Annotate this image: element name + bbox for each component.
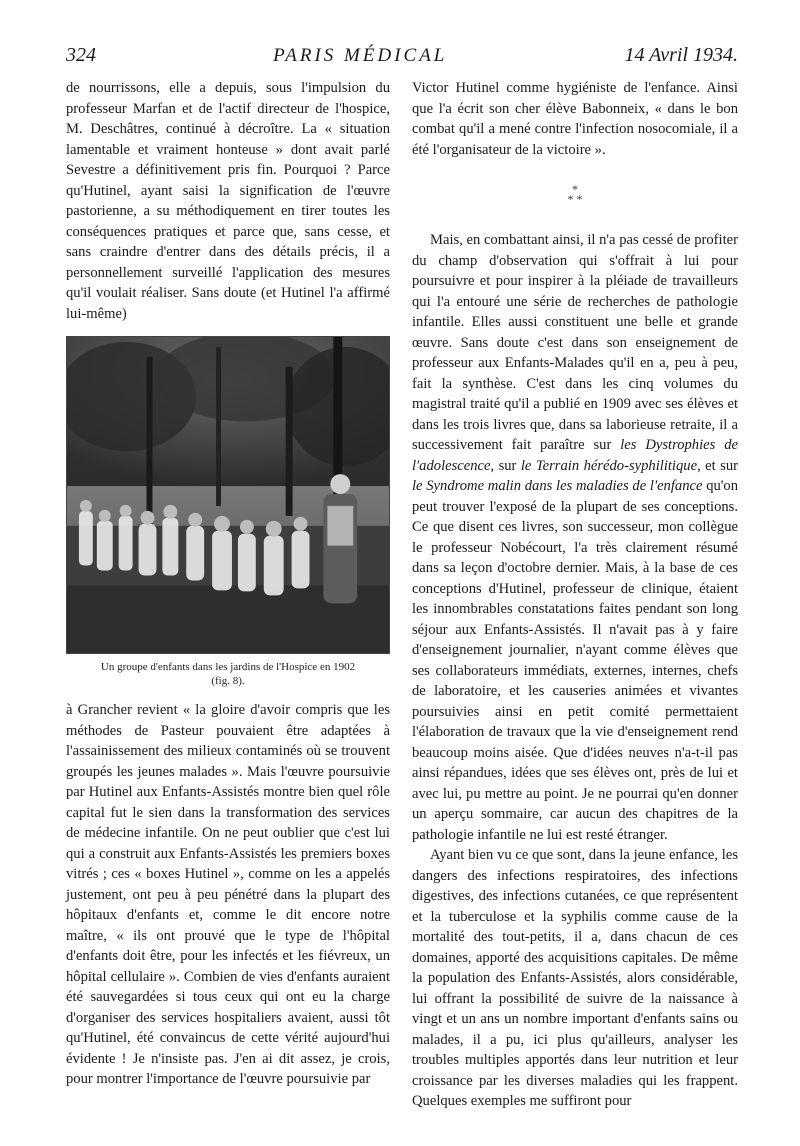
right-paragraph-2-part-c: , et sur (697, 457, 738, 474)
book-title-syndrome: le Syndrome malin dans les maladies de l'enfance (412, 478, 703, 494)
left-paragraph-2: à Grancher revient « la gloire d'avoir compris que les méthodes de Pasteur pouvaient être adaptées à l'assainissement des milieux contaminés où se trouvent groupés les jeunes malades ». Mais l'œuvre poursuivie par Hutinel aux Enfants-Assistés montre bien quel rôle capital fut le sien dans la transformation des services de médecine infantile. On ne peut oublier que c'est lui qui a construit aux Enfants-Assistés les premiers boxes vitrés ; ces « boxes Hutinel », comme on les a appelés justement, ont peu à peu pénétré dans la plupart des hôpitaux d'enfants et, comme le dit encore notre maître, « ils ont prouvé que le type de l'hôpital d'enfants doit être, pour les infectés et les fiévreux, un hôpital cellulaire ». Combien de vies d'enfants auraient été sauvegardées si tous ceux qui ont eu la charge d'organiser des services hospitaliers avaient, aussi tôt qu'Hutinel, été convaincus de cette vérité aujourd'hui évidente ! Je n'insiste pas. J'en ai dit assez, je crois, pour montrer l'importance de l'œuvre poursuivie par (66, 702, 390, 1087)
caption-figure-ref: (fig. 8). (211, 675, 245, 687)
right-column (412, 78, 738, 1112)
book-title-dystrophies: les Dystrophies de l'adolescence (412, 437, 738, 474)
garden-photo-image (66, 336, 390, 654)
right-paragraph-2-part-b: , sur (490, 457, 521, 474)
right-paragraph-2 (412, 230, 738, 845)
journal-title: PARIS MÉDICAL (273, 45, 448, 66)
asterism-bottom: * * (567, 192, 583, 206)
asterism-top: * (572, 182, 578, 196)
right-paragraph-1: Victor Hutinel comme hygiéniste de l'enfance. Ainsi que l'a écrit son cher élève Babonneix, « dans le bon combat qu'il a mené contre l'infection nosocomiale, il a été l'organisateur de la victoire ». (412, 80, 738, 158)
right-paragraph-2-part-d: qu'on peut trouver l'exposé de la plupart de ses conceptions. Ce que disent ces livres, son successeur, mon collègue le professeur Nobécourt, l'a très clairement résumé dans sa leçon d'octobre dernier. Mais, à la base de ces conceptions d'Hutinel, professeur de clinique, étaient les innombrables constatations faites pendant son long séjour aux Enfants-Assistés. Il n'avait pas à y faire d'enseignement journalier, n'ayant comme élèves que ses collaborateurs immédiats, externes, internes, chefs de laboratoire, et les causeries animées et vivantes poursuivies ainsi en petit comité permettaient l'élaboration de travaux que la vie d'enseignement rend beaucoup moins aisée. Que d'idées neuves n'a-t-il pas ainsi répandues, idées que ses élèves ont, près de lui et avec lui, pu mettre au point. Je ne pourrai qu'en donner un aperçu sommaire, car aucun des chapitres de la pathologie infantile ne lui est resté étranger. (412, 478, 739, 843)
left-paragraph-1: de nourrissons, elle a depuis, sous l'impulsion du professeur Marfan et de l'actif directeur de l'hospice, M. Deschâtres, continué à décroître. La « situation lamentable et vraiment honteuse » dont avait parlé Sevestre a définitivement pris fin. Pourquoi ? Parce qu'Hutinel, ayant saisi la signification de l'œuvre pastorienne, a su méthodiquement en tirer toutes les conséquences pratiques et parce que, sans cesse, et sans craindre d'entrer dans des détails précis, il a personnellement surveillé l'application des mesures qu'il voulait réaliser. Sans doute (et Hutinel l'a affirmé lui-même) (66, 80, 390, 322)
issue-date: 14 Avril 1934. (624, 44, 738, 66)
figure-caption (72, 660, 384, 688)
section-separator-asterism (412, 184, 738, 204)
right-paragraph-3: Ayant bien vu ce que sont, dans la jeune enfance, les dangers des infections respiratoires, des infections digestives, des infections cutanées, ce que représentent et la tuberculose et la syphilis comme cause de la mortalité des tout-petits, il a, dans chacun de ces domaines, apporté des acquisitions capitales. De même la population des Enfants-Assistés, alors considérable, lui offrant la possibilité de suivre de la naissance à vingt et un ans un nombre important d'enfants sains ou malades, il a pu, ici plus qu'ailleurs, analyser les troubles multiples apportés dans leur nutrition et leur croissance par les diverses maladies qui les frappent. Quelques exemples me suffiront pour (412, 847, 738, 1109)
caption-text: Un groupe d'enfants dans les jardins de l'Hospice en 1902 (100, 661, 356, 673)
page-number: 324 (66, 44, 96, 66)
right-paragraph-2-part-a: Mais, en combattant ainsi, il n'a pas cessé de profiter du champ d'observation qui s'offrait à lui pour poursuivre et pour inspirer à la pléiade de travailleurs qui l'a entouré une série de recherches de pathologie infantile. Elles aussi constituent une belle et grande œuvre. Sans doute c'est dans son enseignement de professeur aux Enfants-Malades qu'il en a, peu à peu, fait la synthèse. C'est dans les cinq volumes du magistral traité qu'il a publié en 1909 avec ses élèves et dans les trois livres que, dans sa laborieuse retraite, il a successivement fait paraître sur (412, 232, 738, 453)
figure-photo (66, 336, 390, 688)
book-title-terrain: le Terrain hérédo-syphilitique (520, 457, 698, 474)
running-header (66, 44, 738, 72)
left-column (66, 78, 390, 1090)
